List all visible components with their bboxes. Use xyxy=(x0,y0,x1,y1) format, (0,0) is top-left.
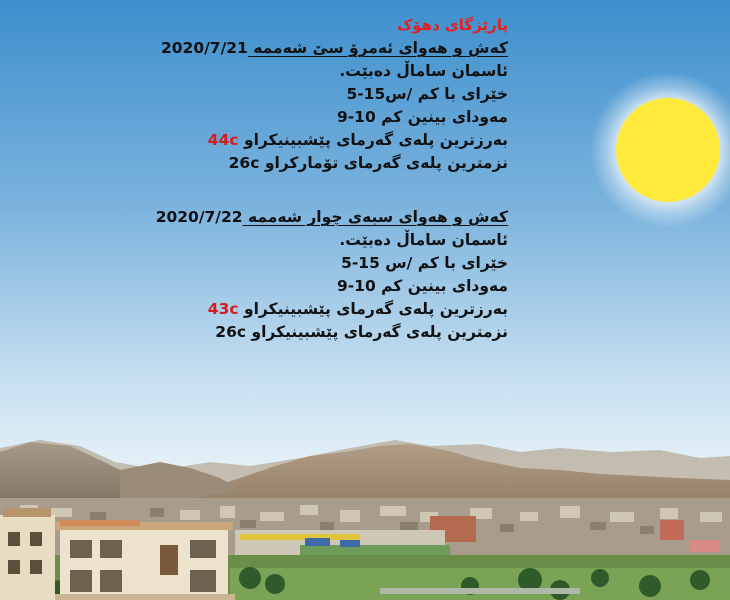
today-visibility xyxy=(148,106,508,129)
tomorrow-heading xyxy=(148,206,508,229)
province-title: پارێزگای دهۆک xyxy=(396,16,508,34)
today-sky: ئاسمان ساماڵ دەبێت. xyxy=(339,62,508,80)
weather-forecast-text xyxy=(148,14,508,344)
today-min-temp xyxy=(148,152,508,175)
tomorrow-heading-text: کەش و هەوای سبەی چوار شەممە xyxy=(247,208,508,226)
tomorrow-visibility-value: 9-10 کم xyxy=(336,277,403,295)
today-min-value: 26c xyxy=(228,154,260,172)
tomorrow-sky: ئاسمان ساماڵ دەبێت. xyxy=(339,231,508,249)
tomorrow-date: 2020/7/22 xyxy=(155,208,243,226)
tomorrow-wind-label: خێرای با xyxy=(444,254,508,272)
tomorrow-visibility-label: مەودای بینین xyxy=(407,277,508,295)
tomorrow-max-label: بەرزترین پلەی گەرمای پێشبینیکراو xyxy=(243,300,508,318)
today-wind-label: خێرای با xyxy=(444,85,508,103)
today-min-label: نزمترین پلەی گەرمای تۆمارکراو xyxy=(264,154,508,172)
today-date: 2020/7/21 xyxy=(160,39,248,57)
tomorrow-max-temp xyxy=(148,298,508,321)
tomorrow-min-label: نزمترین پلەی گەرمای پێشبینیکراو xyxy=(251,323,508,341)
today-heading-text: کەش و هەوای ئەمرۆ سێ شەممە xyxy=(253,39,508,57)
tomorrow-wind xyxy=(148,252,508,275)
tomorrow-wind-value: 5-15 کم /س xyxy=(341,254,439,272)
today-wind xyxy=(148,83,508,106)
tomorrow-min-temp xyxy=(148,321,508,344)
today-max-temp xyxy=(148,129,508,152)
today-max-value: 44c xyxy=(207,131,239,149)
today-max-label: بەرزترین پلەی گەرمای پێشبینیکراو xyxy=(243,131,508,149)
tomorrow-min-value: 26c xyxy=(215,323,247,341)
tomorrow-visibility xyxy=(148,275,508,298)
today-wind-value: 5-15کم /س xyxy=(346,85,439,103)
today-visibility-label: مەودای بینین xyxy=(407,108,508,126)
today-visibility-value: 9-10 کم xyxy=(336,108,403,126)
today-heading xyxy=(148,37,508,60)
tomorrow-max-value: 43c xyxy=(207,300,239,318)
